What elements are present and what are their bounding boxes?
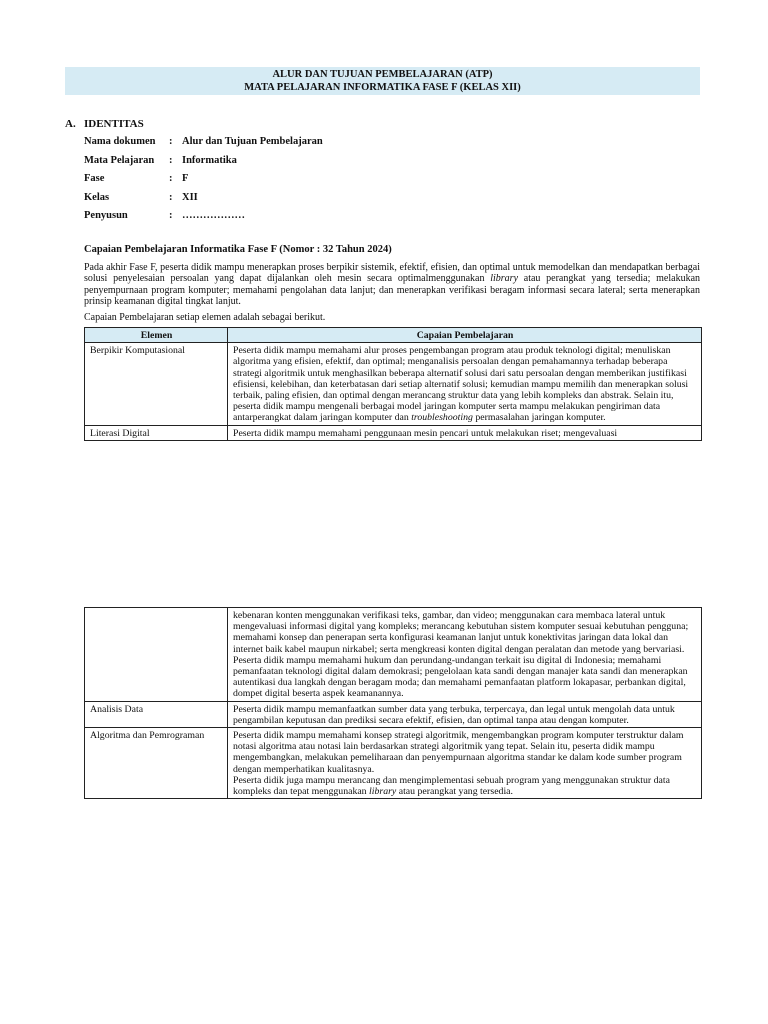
document-header xyxy=(65,67,700,95)
description-italic: troubleshooting xyxy=(411,412,473,424)
identity-row xyxy=(84,192,323,211)
cp-paragraph-text: atau perangkat yang tersedia; melakukan penyempurnaan program komputer; memahami pengolahan data lanjut; dan menerapkan verifikasi beragam informasi secara lateral; serta menerapkan prinsip keamanan digital tingkat lanjut. xyxy=(84,273,701,308)
identity-sep: : xyxy=(169,191,173,203)
table-header-capaian: Capaian Pembelajaran xyxy=(228,328,702,343)
element-description xyxy=(228,728,702,799)
element-description xyxy=(228,608,702,702)
description-text: Peserta didik juga mampu merancang dan mengimplementasi sebuah program yang menggunakan struktur data kompleks dan tepat menggunakan xyxy=(233,774,670,798)
table-header-row xyxy=(85,328,702,343)
table-row xyxy=(85,701,702,727)
identity-row xyxy=(84,155,323,174)
identity-row xyxy=(84,210,323,229)
description-text: permasalahan jaringan komputer. xyxy=(472,412,606,424)
identity-sep: : xyxy=(169,154,173,166)
identity-key: Penyusun xyxy=(84,210,128,221)
element-name: Analisis Data xyxy=(85,701,228,727)
table-header-elemen: Elemen xyxy=(85,328,228,343)
document-title: ALUR DAN TUJUAN PEMBELAJARAN (ATP) xyxy=(272,69,493,80)
section-title: IDENTITAS xyxy=(84,118,144,130)
section-number: A. xyxy=(65,118,76,130)
description-paragraph xyxy=(233,775,697,797)
identity-sep: : xyxy=(169,210,173,221)
description-paragraph: kebenaran konten menggunakan verifikasi teks, gambar, dan video; menggunakan cara membaca lateral untuk mengevaluasi informasi digital yang kompleks; merancang kebutuhan sistem komputer sesuai kebutuhan pengguna; memahami konsep dan penerapan serta konfigurasi keamanan lanjut untuk konektivitas jaringan data lokal dan internet baik kabel maupun nirkabel; serta mengkreasi konten digital dengan peralatan dan metode yang bervariasi. xyxy=(233,610,689,655)
identity-key: Nama dokumen xyxy=(84,136,156,147)
description-text: Peserta didik mampu memahami alur proses pengembangan program atau produk teknologi digital; menuliskan algoritma yang efisien, efektif, dan optimal; menganalisis persoalan dengan pemahamannya terhadap beberapa strategi algoritmik untuk menghasilkan beberapa alternatif solusi dari satu persoalan dengan memberikan justifikasi efisiensi, kelebihan, dan keterbatasan dari setiap alternatif solusi; kemudian mampu memilih dan menerapkan solusi terbaik, paling efisien, dan optimal dengan merancang struktur data yang lebih kompleks dan abstrak. Selain itu, peserta didik mampu mengenali berbagai model jaringan komputer serta mampu melakukan pengiriman data antarperangkat dalam jaringan komputer dan xyxy=(233,345,689,424)
identity-value: Informatika xyxy=(182,154,237,166)
identity-key: Fase xyxy=(84,173,105,184)
element-description: Peserta didik mampu memanfaatkan sumber data yang terbuka, terpercaya, dan legal untuk mengolah data untuk pengambilan keputusan dan prediksi secara efektif, efisien, dan optimal tanpa atau dengan komputer. xyxy=(228,701,702,727)
cp-paragraph-text: Pada akhir Fase F, peserta didik mampu menerapkan proses berpikir sistemik, efektif, efisien, dan optimal untuk memodelkan dan mendapatkan berbagai solusi penyelesaian persoalan yang dapat dijalankan oleh mesin secara optimalmenggunakan xyxy=(84,262,700,285)
cp-lead-text: Capaian Pembelajaran setiap elemen adalah sebagai berikut. xyxy=(84,312,326,323)
identity-sep: : xyxy=(169,136,173,147)
identity-value: ……………… xyxy=(182,210,245,221)
cp-heading: Capaian Pembelajaran Informatika Fase F (Nomor : 32 Tahun 2024) xyxy=(84,244,392,255)
table-row xyxy=(85,608,702,702)
cp-paragraph xyxy=(84,262,700,308)
description-text: atau perangkat yang tersedia. xyxy=(396,786,513,798)
element-name: Algoritma dan Pemrograman xyxy=(85,728,228,799)
identity-row xyxy=(84,136,323,155)
document-subtitle: MATA PELAJARAN INFORMATIKA FASE F (KELAS XII) xyxy=(244,82,521,93)
table-row xyxy=(85,728,702,799)
cp-table-page1 xyxy=(84,327,702,441)
identity-list xyxy=(84,136,323,229)
element-description: Peserta didik mampu memahami penggunaan mesin pencari untuk melakukan riset; mengevaluasi xyxy=(228,425,702,440)
table-row xyxy=(85,425,702,440)
element-description xyxy=(228,343,702,425)
element-name: Literasi Digital xyxy=(85,425,228,440)
cp-table-page2 xyxy=(84,607,702,799)
element-name: Berpikir Komputasional xyxy=(85,343,228,425)
table-row xyxy=(85,343,702,425)
description-paragraph: Peserta didik mampu memahami konsep strategi algoritmik, mengembangkan program komputer terstruktur dalam notasi algoritma atau notasi lain berdasarkan strategi algoritmik yang tepat. Selain itu, peserta didik mampu mengembangkan, melakukan pemeliharaan dan penyempurnaan algoritma standar ke dalam kode sumber program dengan memperhatikan kualitasnya. xyxy=(233,730,684,775)
element-name-empty xyxy=(85,608,228,702)
section-heading xyxy=(65,118,144,130)
description-italic: library xyxy=(369,786,397,798)
identity-key: Kelas xyxy=(84,191,110,203)
identity-value: Alur dan Tujuan Pembelajaran xyxy=(182,136,323,147)
cp-paragraph-italic: library xyxy=(490,273,519,285)
identity-value: F xyxy=(182,173,189,184)
identity-key: Mata Pelajaran xyxy=(84,154,155,166)
identity-sep: : xyxy=(169,173,173,184)
identity-value: XII xyxy=(182,191,198,203)
identity-row xyxy=(84,173,323,192)
description-paragraph: Peserta didik mampu memahami hukum dan perundang-undangan terkait isu digital di Indonesia; memahami pemanfaatan teknologi digital dalam demokrasi; pengelolaan kata sandi dengan manajer kata sandi dan menerapkan autentikasi dua langkah dengan beragam moda; dan memahami pemanfaatan platform lokapasar, perbankan digital, dompet digital beserta aspek keamanannya. xyxy=(233,654,688,700)
